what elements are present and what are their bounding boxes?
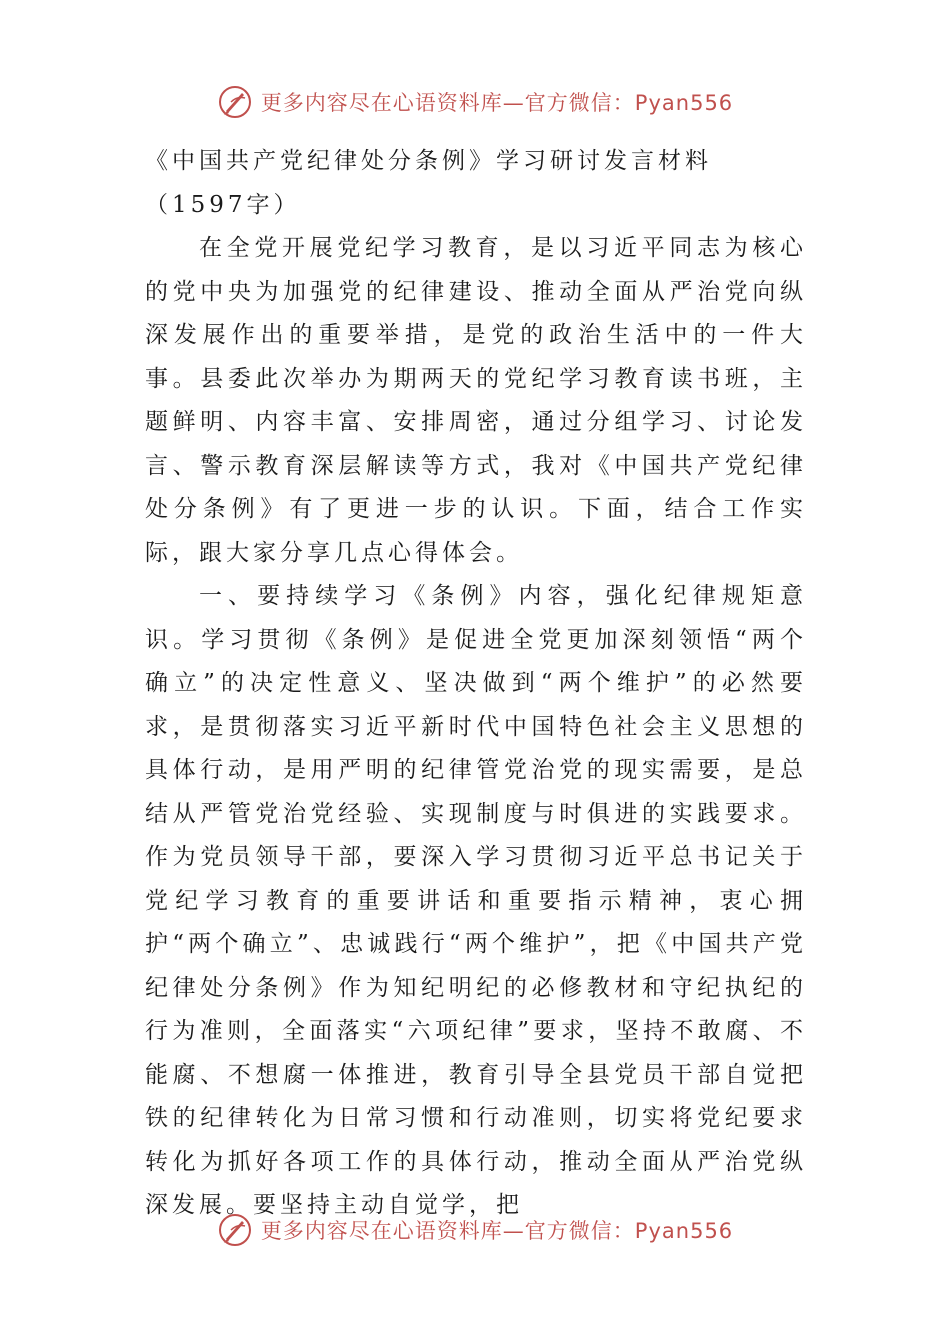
banner-text: 更多内容尽在心语资料库—官方微信：Pyan556	[260, 91, 734, 115]
document-body	[145, 140, 807, 1228]
quill-pen-logo-icon	[217, 84, 253, 120]
paragraph-section-one: 一、要持续学习《条例》内容，强化纪律规矩意识。学习贯彻《条例》是促进全党更加深刻领悟“两个确立”的决定性意义、坚决做到“两个维护”的必然要求，是贯彻落实习近平新时代中国特色社会主义思想的具体行动，是用严明的纪律管党治党的现实需要，是总结从严管党治党经验、实现制度与时俱进的实践要求。作为党员领导干部，要深入学习贯彻习近平总书记关于党纪学习教育的重要讲话和重要指示精神，衷心拥护“两个确立”、忠诚践行“两个维护”，把《中国共产党纪律处分条例》作为知纪明纪的必修教材和守纪执纪的行为准则，全面落实“六项纪律”要求，坚持不敢腐、不能腐、不想腐一体推进，教育引导全县党员干部自觉把铁的纪律转化为日常习惯和行动准则，切实将党纪要求转化为抓好各项工作的具体行动，推动全面从严治党纵深发展。要坚持主动自觉学，把	[145, 583, 807, 1218]
header-banner	[0, 80, 950, 124]
quill-pen-logo-icon	[217, 1212, 253, 1248]
footer-banner	[0, 1208, 950, 1252]
document-title: 《中国共产党纪律处分条例》学习研讨发言材料（1597字）	[145, 148, 712, 218]
banner-text: 更多内容尽在心语资料库—官方微信：Pyan556	[260, 1219, 734, 1243]
paragraph-intro: 在全党开展党纪学习教育，是以习近平同志为核心的党中央为加强党的纪律建设、推动全面从严治党向纵深发展作出的重要举措，是党的政治生活中的一件大事。县委此次举办为期两天的党纪学习教育读书班，主题鲜明、内容丰富、安排周密，通过分组学习、讨论发言、警示教育深层解读等方式，我对《中国共产党纪律处分条例》有了更进一步的认识。下面，结合工作实际，跟大家分享几点心得体会。	[145, 235, 807, 566]
